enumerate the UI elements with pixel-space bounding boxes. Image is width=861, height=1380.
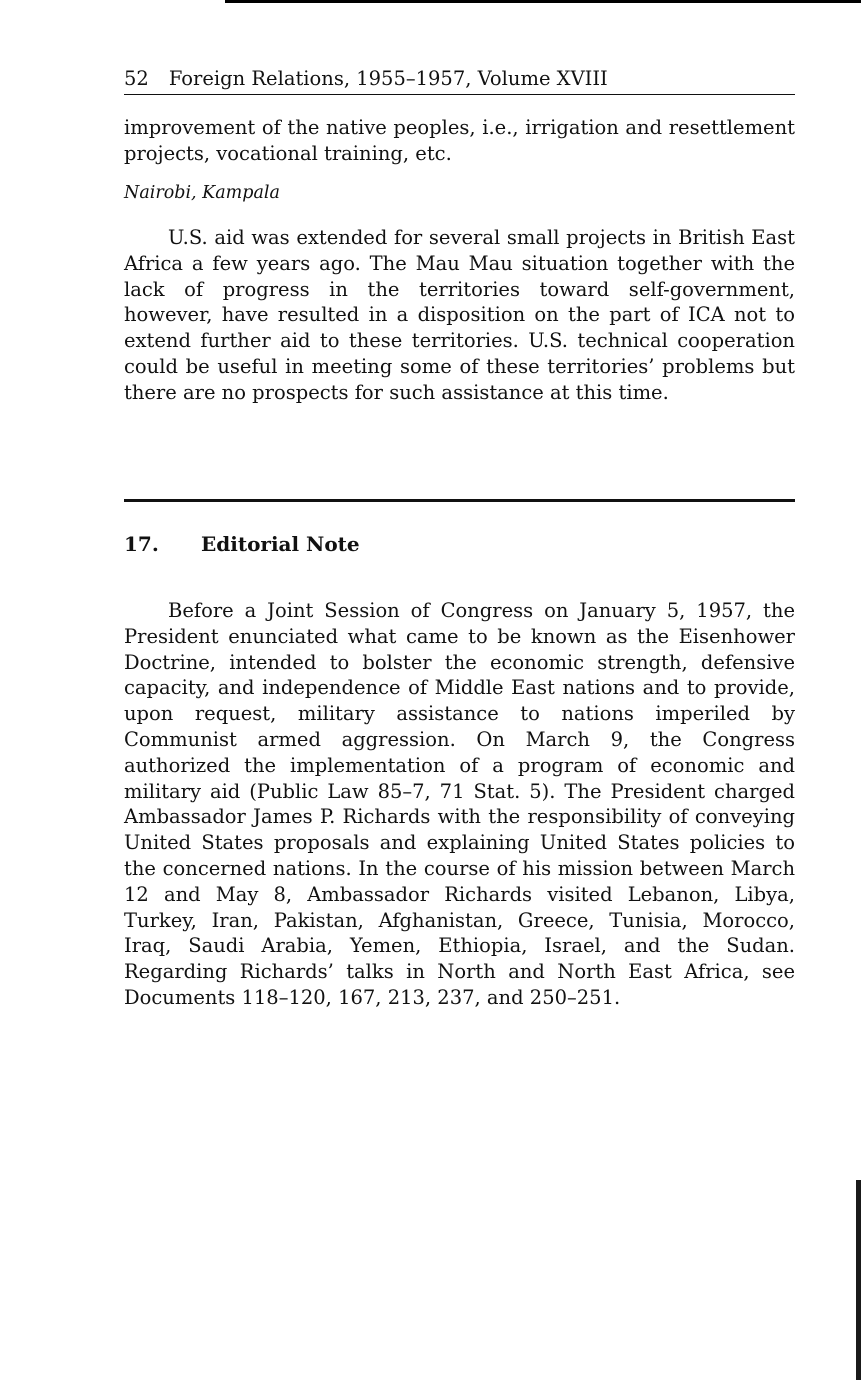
section-divider: [124, 499, 795, 502]
running-header: [124, 66, 795, 95]
subsection-title: Nairobi, Kampala: [124, 183, 280, 203]
scan-top-edge: [225, 0, 861, 3]
scan-right-edge: [856, 1180, 861, 1380]
page-number: 52: [124, 67, 149, 90]
continuation-paragraph: improvement of the native peoples, i.e., irrigation and resettlement projects, vocational training, etc.: [124, 116, 795, 165]
running-title: Foreign Relations, 1955–1957, Volume XVIII: [168, 67, 608, 90]
section-number: 17.: [124, 532, 159, 556]
subsection-paragraph: U.S. aid was extended for several small projects in British East Africa a few years ago. The Mau Mau situation together with the lack of progress in the territories toward self-government, however, have resulted in a disposition on the part of ICA not to extend further aid to these territories. U.S. technical cooperation could be useful in meeting some of these territories’ problems but there are no prospects for such assistance at this time.: [124, 226, 795, 404]
section-heading: [124, 532, 360, 556]
section-title: Editorial Note: [201, 532, 360, 556]
editorial-note-paragraph: Before a Joint Session of Congress on January 5, 1957, the President enunciated what came to be known as the Eisenhower Doctrine, intended to bolster the economic strength, defensive capacity, and independence of Middle East nations and to provide, upon request, military assistance to nations imperiled by Communist armed aggression. On March 9, the Congress authorized the implementation of a program of economic and military aid (Public Law 85–7, 71 Stat. 5). The President charged Ambassador James P. Richards with the responsibility of conveying United States proposals and explaining United States policies to the concerned nations. In the course of his mission between March 12 and May 8, Ambassador Richards visited Lebanon, Libya, Turkey, Iran, Pakistan, Afghanistan, Greece, Tunisia, Morocco, Iraq, Saudi Arabia, Yemen, Ethiopia, Israel, and the Sudan. Regarding Richards’ talks in North and North East Africa, see Documents 118–120, 167, 213, 237, and 250–251.: [124, 599, 795, 1009]
